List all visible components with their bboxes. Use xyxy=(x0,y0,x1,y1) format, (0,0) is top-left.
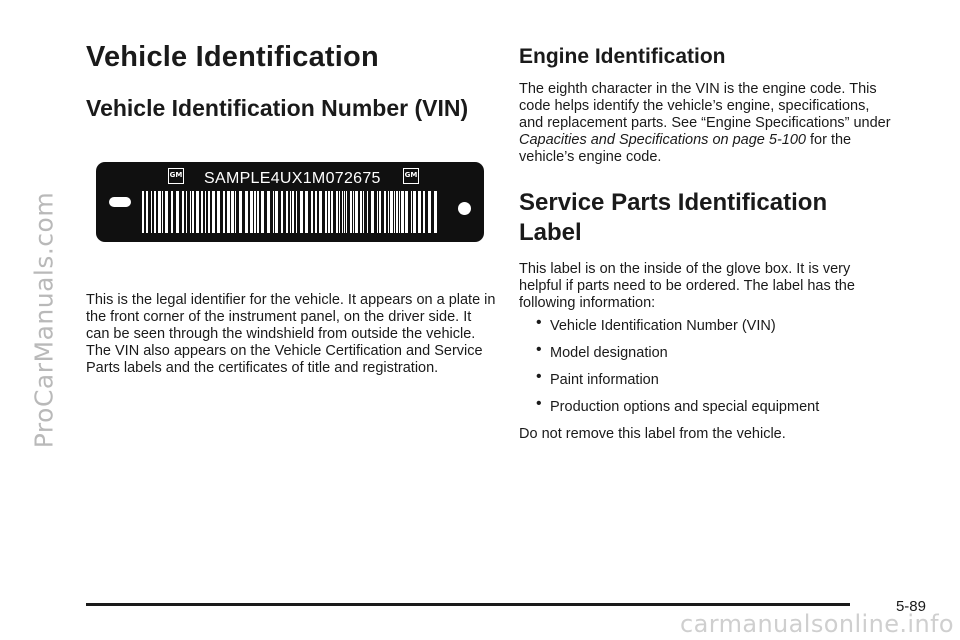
barcode-bar xyxy=(319,191,322,233)
barcode-bar xyxy=(311,191,313,233)
engine-text: The eighth character in the VIN is the engine code. This code helps identify the vehicle’s engine, specifications, and replacement parts. See “Engine Specifications” under xyxy=(519,81,891,131)
barcode-bar xyxy=(428,191,431,233)
barcode-bar xyxy=(231,191,234,233)
barcode-bar xyxy=(205,191,206,233)
barcode-bar xyxy=(411,191,412,233)
right-column xyxy=(519,44,891,443)
barcode-bar xyxy=(212,191,215,233)
barcode-bar xyxy=(190,191,191,233)
barcode-bar xyxy=(254,191,256,233)
barcode-bar xyxy=(286,191,288,233)
page-number: 5-89 xyxy=(895,598,926,615)
barcode-bar xyxy=(418,191,421,233)
barcode-bar xyxy=(331,191,333,233)
page-title: Vehicle Identification xyxy=(86,41,379,73)
service-parts-paragraph: This label is on the inside of the glove box. It is very helpful if parts need to be ordered. The label has the following information: xyxy=(519,261,855,311)
barcode-bar xyxy=(290,191,291,233)
list-item: • Paint information xyxy=(536,368,659,388)
barcode-bar xyxy=(434,191,437,233)
barcode-bar xyxy=(339,191,340,233)
barcode-bar xyxy=(273,191,274,233)
barcode-bar xyxy=(208,191,210,233)
barcode-bar xyxy=(245,191,248,233)
barcode-bar xyxy=(176,191,179,233)
barcode-bar xyxy=(257,191,259,233)
barcode-bar xyxy=(315,191,317,233)
barcode-bar xyxy=(350,191,352,233)
barcode-bar xyxy=(267,191,270,233)
left-column xyxy=(86,40,496,122)
barcode-bar xyxy=(377,191,378,233)
barcode-bar xyxy=(367,191,368,233)
barcode-bar xyxy=(390,191,393,233)
barcode-bar xyxy=(186,191,187,233)
barcode-bar xyxy=(305,191,308,233)
vin-plate-illustration xyxy=(96,162,484,242)
label-info-list xyxy=(519,314,891,416)
footer-watermark: carmanualsonline.info xyxy=(680,610,954,638)
barcode-bar xyxy=(371,191,374,233)
barcode-bar xyxy=(146,191,148,233)
barcode-bar xyxy=(353,191,354,233)
capacities-reference-link[interactable]: Capacities and Specifications on page 5-100 xyxy=(519,132,806,148)
barcode-bar xyxy=(154,191,156,233)
barcode-bar xyxy=(151,191,152,233)
barcode-bar xyxy=(363,191,364,233)
bullet-icon: • xyxy=(536,314,542,331)
service-parts-heading: Service Parts Identification Label xyxy=(519,189,828,246)
barcode-bar xyxy=(346,191,347,233)
barcode-bar xyxy=(342,191,343,233)
barcode-bar xyxy=(399,191,400,233)
list-item: • Model designation xyxy=(536,341,668,361)
barcode-bar xyxy=(275,191,278,233)
barcode-bar xyxy=(165,191,168,233)
closing-paragraph: Do not remove this label from the vehicle. xyxy=(519,426,786,442)
vin-plate-text: SAMPLE4UX1M072675 xyxy=(204,170,381,187)
barcode-bar xyxy=(405,191,408,233)
barcode-bar xyxy=(296,191,297,233)
barcode-bar xyxy=(196,191,199,233)
barcode-bar xyxy=(223,191,225,233)
list-item: • Vehicle Identification Number (VIN) xyxy=(536,314,776,334)
barcode-bar xyxy=(344,191,345,233)
barcode-bar xyxy=(401,191,404,233)
bullet-icon: • xyxy=(536,341,542,358)
side-watermark: ProCarManuals.com xyxy=(29,191,59,449)
barcode-bar xyxy=(360,191,362,233)
barcode-bar xyxy=(227,191,230,233)
barcode-graphic xyxy=(140,191,440,236)
barcode-bar xyxy=(239,191,242,233)
barcode-bar xyxy=(171,191,173,233)
vin-paragraph: This is the legal identifier for the vehicle. It appears on a plate in the front corner of the instrument panel, on the driver side. It can be seen through the windshield from outside the vehicle. The VIN also appears on the Vehicle Certification and Service Parts labels and the certificates of title and registration. xyxy=(86,292,496,376)
engine-heading: Engine Identification xyxy=(519,45,726,68)
barcode-bar xyxy=(261,191,264,233)
gm-logo-icon: GM xyxy=(403,168,419,184)
barcode-bar xyxy=(413,191,416,233)
barcode-bar xyxy=(355,191,358,233)
plate-slot xyxy=(109,197,131,207)
barcode-bar xyxy=(328,191,330,233)
bullet-icon: • xyxy=(536,395,542,412)
barcode-bar xyxy=(182,191,184,233)
barcode-bar xyxy=(250,191,253,233)
barcode-bar xyxy=(281,191,283,233)
barcode-bar xyxy=(388,191,389,233)
list-item: • Production options and special equipment xyxy=(536,395,820,415)
barcode-bar xyxy=(396,191,398,233)
barcode-bar xyxy=(300,191,303,233)
barcode-bar xyxy=(325,191,327,233)
engine-text-end: for the vehicle’s engine code. xyxy=(519,132,852,165)
bullet-icon: • xyxy=(536,368,542,385)
gm-logo-icon: GM xyxy=(168,168,184,184)
barcode-bar xyxy=(235,191,236,233)
barcode-bar xyxy=(379,191,381,233)
barcode-bar xyxy=(394,191,395,233)
barcode-bar xyxy=(217,191,220,233)
plate-hole xyxy=(458,202,471,215)
footer-rule xyxy=(86,603,850,606)
barcode-bar xyxy=(201,191,203,233)
engine-paragraph xyxy=(519,81,891,166)
barcode-bar xyxy=(292,191,294,233)
vin-heading: Vehicle Identification Number (VIN) xyxy=(86,95,469,121)
barcode-bar xyxy=(384,191,386,233)
barcode-bar xyxy=(158,191,161,233)
barcode-bar xyxy=(336,191,338,233)
barcode-bar xyxy=(423,191,425,233)
barcode-bar xyxy=(142,191,144,233)
barcode-bar xyxy=(162,191,163,233)
barcode-bar xyxy=(192,191,194,233)
